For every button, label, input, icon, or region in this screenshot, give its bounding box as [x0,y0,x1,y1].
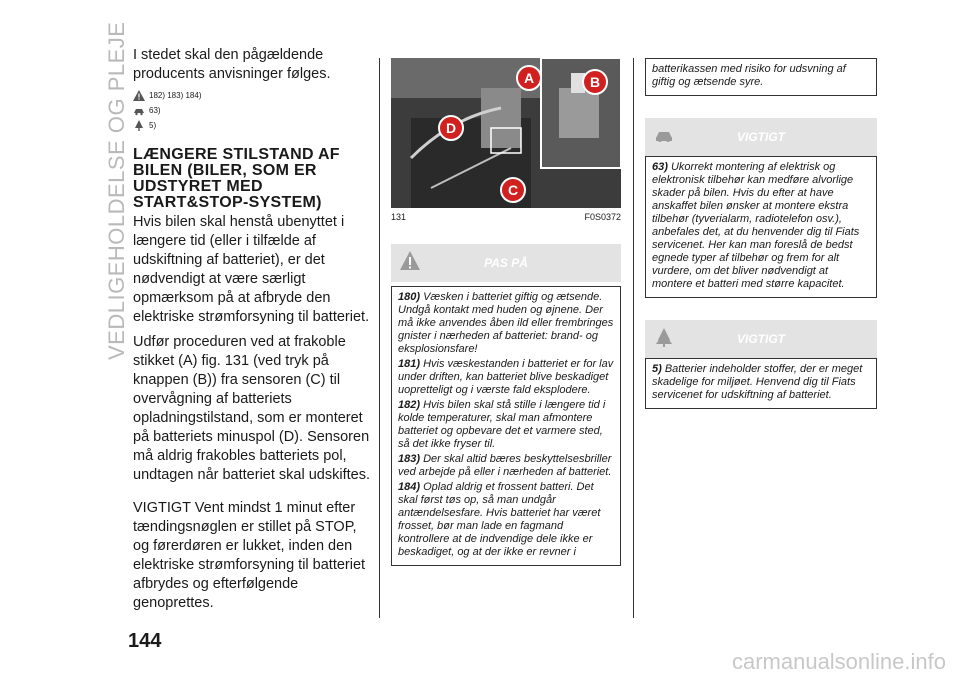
item-text: Ukorrekt montering af elektrisk og elektronisk tilbehør kan medføre alvorlige skader på bilen. Hvis du efter at have anskaffet bilen ønsker at montere ekstra tilbehør (tyverialarm, radiotelefon osv.), anbefales det, at du henvender dig til Fiats servicenet. Her kan man foreslå de bedst egnede typer af tilbehør og frem for alt vurdere, om det bliver nødvendigt at montere et batteri med større kapacitet. [652,161,860,290]
important-title: VIGTIGT [737,130,785,144]
caution-header [391,244,621,282]
caution-item [398,453,614,479]
column-middle [391,58,621,566]
item-number: 5) [652,363,662,375]
warning-triangle-icon [133,90,145,101]
important-box [645,358,877,409]
reference-numbers[interactable]: 5) [149,121,157,130]
column-left [133,46,371,613]
important-title: VIGTIGT [737,332,785,346]
page-number: 144 [128,630,162,652]
figure-number: 131 [391,212,407,222]
item-number: 182) [398,399,421,411]
label-c: C [507,182,519,198]
chapter-title-text: VEDLIGEHOLDELSE OG PLEJE [104,21,129,360]
caution-item [398,481,614,559]
item-text: Hvis væskestanden i batteriet er for lav under driften, kan batteriet blive beskadiget uopretteligt og i værste fald eksplodere. [398,358,614,396]
important-item [652,363,870,402]
important-header [645,320,877,358]
watermark: carmanualsonline.info [731,649,946,674]
reference-numbers[interactable]: 63) [149,106,161,115]
paragraph: Hvis bilen skal henstå ubenyttet i længere tid (eller i tilfælde af udskiftning af batteriet), er det nødvendigt at være særligt opmærksom på at afbryde den elektriske strømforsyning til batteriet. [133,214,370,325]
reference-row [133,88,371,103]
section-heading: LÆNGERE STILSTAND AF BILEN (BILER, SOM ER UDSTYRET MED START&STOP-SYSTEM) [133,146,340,211]
figure-caption [391,212,621,222]
item-text: Batterier indeholder stoffer, der er meget skadelige for miljøet. Henvend dig til Fiats servicenet for udskiftning af batteriet. [652,363,863,401]
chapter-side-title [80,21,129,360]
important-box [645,156,877,298]
item-number: 180) [398,291,421,303]
figure-code: F0S0372 [584,212,621,222]
item-text: Oplad aldrig et frossent batteri. Det skal først tøs op, så man undgår antændelsesfare. Hvis batteriet har været frosset, bør man lade en fagmand kontrollere at de indvendige dele ikke er beskadiget, og at der ikke er revner i [398,481,601,558]
item-number: 181) [398,358,421,370]
item-number: 63) [652,161,668,173]
label-a: A [523,70,535,86]
caution-item [398,358,614,397]
label-d: D [445,120,457,136]
item-number: 184) [398,481,421,493]
paragraph: VIGTIGT Vent mindst 1 minut efter tændingsnøglen er stillet på STOP, og førerdøren er lukket, inden den elektriske strømforsyning til batteriet afbrydes og efterfølgende genoprettes. [133,500,366,611]
important-header [645,118,877,156]
battery-figure [391,58,621,208]
continuation-box [645,58,877,96]
caution-item [398,291,614,356]
reference-row [133,103,371,118]
car-warning-icon [653,124,675,146]
column-right [645,58,877,409]
column-divider [379,58,380,618]
paragraph: Udfør proceduren ved at frakoble stikket (A) fig. 131 (ved tryk på knappen (B)) fra sensoren (C) til overvågning af batteriets opladningstilstand, som er monteret på batteriets minuspol (D). Sensoren må aldrig frakobles batteriets pol, undtagen når batteriet skal udskiftes. [133,334,370,483]
item-text: Væsken i batteriet giftig og ætsende. Undgå kontakt med huden og øjnene. Der må ikke anvendes åben ild eller frembringes gnister i nærheden af batteriet: brand- og eksplosionsfare! [398,291,614,355]
continuation-text: batterikassen med risiko for udsvning af giftig og ætsende syre. [652,63,846,88]
item-text: Der skal altid bæres beskyttelsesbriller ved arbejde på eller i nærheden af batteriet. [398,453,612,478]
battery-illustration [391,58,621,208]
caution-item [398,399,614,451]
intro-text: I stedet skal den pågældende producents anvisninger følges. [133,47,331,82]
item-text: Hvis bilen skal stå stille i længere tid i kolde temperaturer, skal man afmontere batteriet og opbevare det et varmere sted, så det ikke fryser til. [398,399,606,450]
caution-title: PAS PÅ [484,256,528,270]
reference-numbers[interactable]: 182) 183) 184) [149,91,202,100]
column-divider [633,58,634,618]
label-b: B [589,74,601,90]
item-number: 183) [398,453,421,465]
warning-triangle-icon [399,250,421,272]
important-item [652,161,870,291]
environment-icon [653,326,675,348]
caution-box [391,286,621,566]
car-warning-icon [133,105,145,116]
environment-icon [133,120,145,131]
reference-list [133,88,371,133]
reference-row [133,118,371,133]
